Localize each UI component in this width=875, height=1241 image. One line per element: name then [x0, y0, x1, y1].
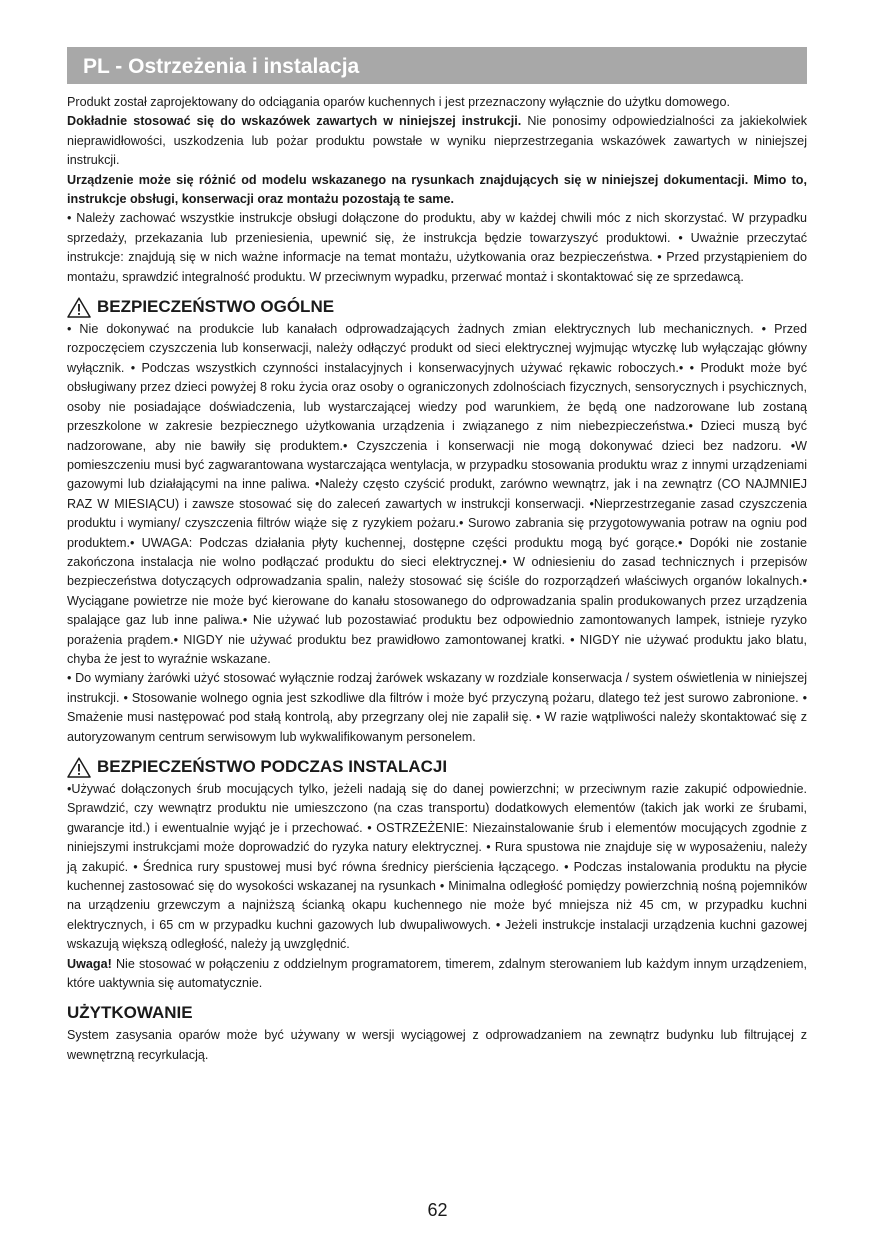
intro-text: Nie ponosimy odpowiedzialności za jakiekolwiek nieprawidłowości, uszkodzenia lub pożar produktu powstałe w wyniku nieprzestrzegania wskazówek zawartych w niniejszej instrukcji.: [67, 114, 807, 168]
document-page: [67, 47, 807, 1065]
page-number: 62: [427, 1200, 448, 1220]
installation-safety-paragraph-2: [67, 955, 807, 994]
installation-safety-title: BEZPIECZEŃSTWO PODCZAS INSTALACJI: [97, 757, 448, 776]
usage-title: UŻYTKOWANIE: [67, 1003, 193, 1023]
general-safety-title: BEZPIECZEŃSTWO OGÓLNE: [97, 297, 335, 317]
general-safety-paragraph-2: • Do wymiany żarówki użyć stosować wyłącznie rodzaj żarówek wskazany w rozdziale konserwacja / system oświetlenia w niniejszej instrukcji. • Stosowanie wolnego ognia jest szkodliwe dla filtrów i może być przyczyną pożaru, dlatego też jest surowo zabronione. • Smażenie musi następować pod stałą kontrolą, aby przegrzany olej nie zapalił się. • W razie wątpliwości należy skontaktować się z autoryzowanym centrum serwisowym lub wykwalifikowanym personelem.: [67, 671, 807, 744]
intro-paragraph-4: • Należy zachować wszystkie instrukcje obsługi dołączone do produktu, aby w każdej chwili móc z nich skorzystać. W przypadku sprzedaży, przekazania lub przeniesienia, upewnić się, że instrukcja będzie towarzyszyć produktowi. • Uważnie przeczytać instrukcje: znajdują się w nich ważne informacje na temat montażu, użytkowania oraz bezpieczeństwa. • Przed przystąpieniem do montażu, sprawdzić integralność produktu. W przeciwnym wypadku, przerwać montaż i skontaktować się ze sprzedawcą.: [67, 211, 807, 284]
warning-triangle-icon: [67, 297, 91, 318]
page-title: PL - Ostrzeżenia i instalacja: [83, 55, 360, 78]
warning-text: Nie stosować w połączeniu z oddzielnym programatorem, timerem, zdalnym sterowaniem lub każdym innym urządzeniem, które uaktywnia się automatycznie.: [67, 956, 807, 991]
title-banner: [67, 47, 807, 84]
general-safety-paragraph-1: • Nie dokonywać na produkcie lub kanałach odprowadzających żadnych zmian elektrycznych lub mechanicznych. • Przed rozpoczęciem czyszczenia lub konserwacji, należy odłączyć produkt od sieci elektrycznej wyjmując wtyczkę lub wyłączając główny wyłącznik. • Podczas wszystkich czynności instalacyjnych i konserwacyjnych używać rękawic roboczych.• • Produkt może być obsługiwany przez dzieci powyżej 8 roku życia oraz osoby o ograniczonych zdolnościach fizycznych, sensorycznych i psychicznych, osoby nie posiadające doświadczenia, lub wystarczającej wiedzy pod warunkiem, że będą one nadzorowane lub zostaną przeszkolone w zakresie bezpiecznego użytkowania urządzenia i związanego z nim niebezpieczeństwa.• Dzieci muszą być nadzorowane, aby nie bawiły się produktem.• Czyszczenia i konserwacji nie mogą dokonywać dzieci bez nadzoru. •W pomieszczeniu musi być zagwarantowana wystarczająca wentylacja, w przypadku stosowania produktu wraz z innymi urządzeniami gazowymi lub działającymi na inne paliwa. •Należy często czyścić produkt, zarówno wewnątrz, jak i na zewnątrz (CO NAJMNIEJ RAZ W MIESIĄCU) i zawsze stosować się do zaleceń zawartych w instrukcji konserwacji. •Nieprzestrzeganie zasad czyszczenia produktu i wymiany/ czyszczenia filtrów wiąże się z ryzykiem pożaru.• Surowo zabrania się przygotowywania potraw na ogniu pod produktem.• UWAGA: Podczas działania płyty kuchennej, dostępne części produktu mogą być gorące.• Dopóki nie zostanie zakończona instalacja nie wolno podłączać produktu do sieci elektrycznej.• W odniesieniu do zasad technicznych i przepisów bezpieczeństwa dotyczących odprowadzania spalin, należy stosować się ściśle do rozporządzeń właściwych organów lokalnych.• Wyciągane powietrze nie może być kierowane do kanału stosowanego do odprowadzania spalin produkowanych przez urządzenia spalające gaz lub inne paliwa.• Nie używać lub pozostawiać produktu bez odpowiednio zamontowanych lampek, istnieje ryzyko porażenia prądem.• NIGDY nie używać produktu bez prawidłowo zamontowanej kratki. • NIGDY nie używać produktu jako blatu, chyba że jest to wyraźnie wskazane.: [67, 322, 807, 666]
usage-paragraph-1: System zasysania oparów może być używany w wersji wyciągowej z odprowadzaniem na zewnątrz budynku lub filtrującej z wewnętrzną recyrkulacją.: [67, 1028, 807, 1062]
intro-paragraph-1: Produkt został zaprojektowany do odciągania oparów kuchennych i jest przeznaczony wyłącznie do użytku domowego.: [67, 95, 730, 109]
intro-paragraph-3: Urządzenie może się różnić od modelu wskazanego na rysunkach znajdujących się w niniejszej dokumentacji. Mimo to, instrukcje obsługi, konserwacji oraz montażu pozostają te same.: [67, 172, 807, 207]
intro-paragraph-2: [67, 112, 807, 170]
warning-label: Uwaga!: [67, 956, 112, 971]
installation-safety-paragraph-1: •Używać dołączonych śrub mocujących tylko, jeżeli nadają się do danej powierzchni; w przeciwnym razie zakupić odpowiednie. Sprawdzić, czy wewnątrz produktu nie umieszczono (na czas transportu) dodatkowych elementów (takich jak worki ze śrubami, gwarancje itd.) i ewentualnie wyjąć je i przechować. • OSTRZEŻENIE: Niezainstalowanie śrub i elementów mocujących zgodnie z niniejszymi instrukcjami może doprowadzić do ryzyka natury elektrycznej. • Rura spustowa nie znajduje się w wyposażeniu, należy ją zakupić. • Średnica rury spustowej musi być równa średnicy pierścienia łączącego. • Podczas instalowania produktu na płycie kuchennej zastosować się do wysokości wskazanej na rysunkach • Minimalna odległość pomiędzy powierzchnią nośną pojemników na urządzeniu grzewczym a najniższą ścianką okapu kuchennego nie może być mniejsza niż 45 cm, w przypadku kuchni elektrycznych, i 65 cm w przypadku kuchni gazowych lub dwupaliwowych. • Jeżeli instrukcje instalacji urządzenia kuchni gazowej wskazują większą odległość, należy ją uwzględnić.: [67, 782, 807, 952]
section-heading-general-safety: [67, 296, 807, 318]
intro-bold-text: Dokładnie stosować się do wskazówek zawartych w niniejszej instrukcji.: [67, 114, 522, 129]
warning-triangle-icon: [67, 757, 91, 778]
document-body: [67, 93, 807, 1065]
section-heading-usage: [67, 1002, 807, 1024]
section-heading-installation-safety: [67, 756, 807, 778]
